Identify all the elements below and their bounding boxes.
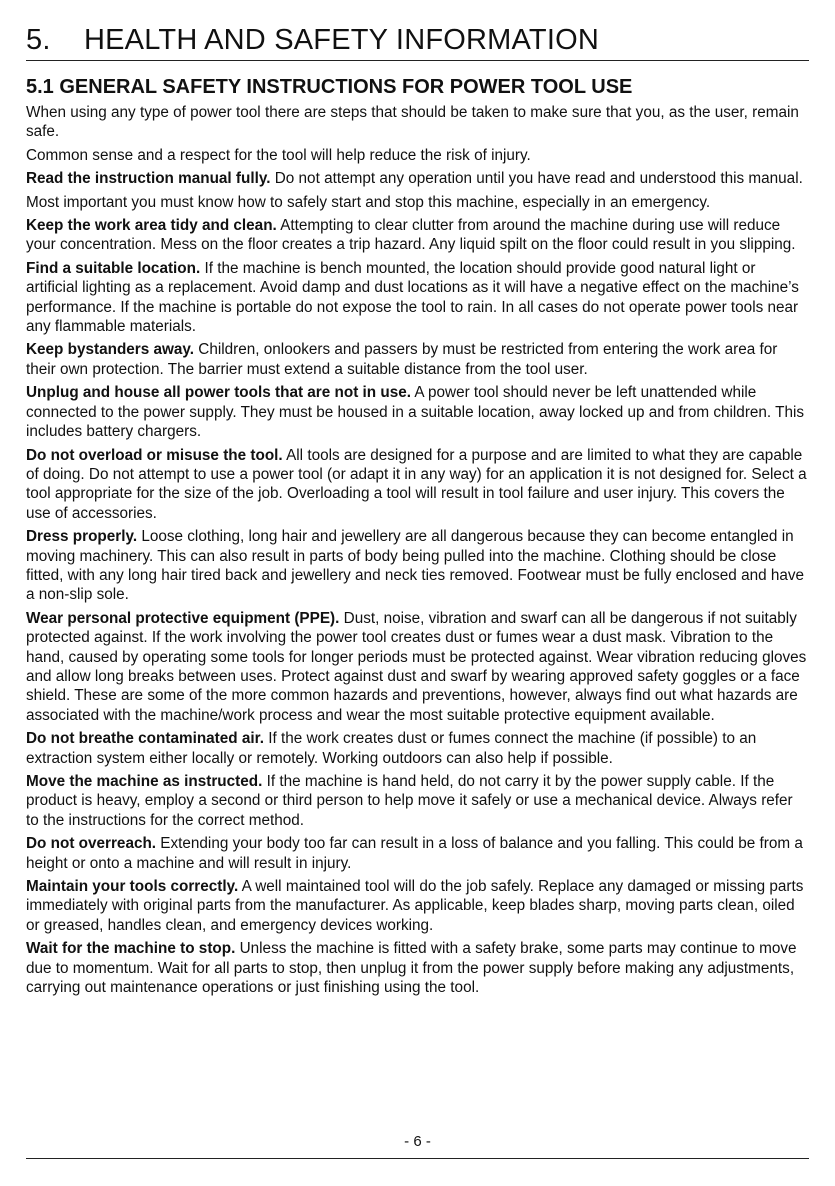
paragraph-text: Children, onlookers and passers by must be restricted from entering the work area for their own protection. The barrier must extend a suitable distance from the tool user. xyxy=(26,341,778,378)
paragraph xyxy=(26,772,809,830)
paragraph-lead: Read the instruction manual fully. xyxy=(26,170,271,188)
paragraph-lead: Maintain your tools correctly. xyxy=(26,878,239,896)
paragraph xyxy=(26,216,809,255)
paragraph-text: If the machine is bench mounted, the location should provide good natural light or artificial lighting as a replacement. Avoid damp and dust locations as it will have a negative effect on the machine’s performance. If the machine is portable do not expose the tool to rain. In all cases do not operate power tools near any flammable materials. xyxy=(26,259,799,336)
paragraph-text: Extending your body too far can result in a loss of balance and you falling. This could be from a height or onto a machine and will result in injury. xyxy=(26,835,803,872)
paragraph-text: If the work creates dust or fumes connect the machine (if possible) to an extraction system either locally or remotely. Working outdoors can also help if possible. xyxy=(26,730,757,767)
paragraph-lead: Find a suitable location. xyxy=(26,259,201,277)
paragraph-lead: Do not overreach. xyxy=(26,835,157,853)
paragraph-list xyxy=(26,103,809,997)
paragraph xyxy=(26,939,809,997)
paragraph-lead: Wait for the machine to stop. xyxy=(26,940,236,958)
document-page xyxy=(26,22,809,1001)
paragraph-lead: Move the machine as instructed. xyxy=(26,773,263,790)
paragraph xyxy=(26,446,809,524)
paragraph-text: Dust, noise, vibration and swarf can all be dangerous if not suitably protected against. If the work involving the power tool creates dust or fumes wear a dust mask. Vibration to the hand, caused by operating some tools for longer periods must be protected against. Wear vibration reducing gloves and allow long breaks between uses. Protect against dust and swarf by wearing approved safety goggles or a face shield. These are some of the more common hazards and preventions, however, always find out what hazards are associated with the machine/work process and wear the most suitable protective equipment available. xyxy=(26,609,807,724)
paragraph xyxy=(26,103,809,142)
paragraph-lead: Do not overload or misuse the tool. xyxy=(26,446,283,464)
paragraph xyxy=(26,834,809,873)
paragraph-text: All tools are designed for a purpose and are limited to what they are capable of doing. Do not attempt to use a power tool (or adapt it in any way) for an application it is not designed for. Select a tool appropriate for the size of the job. Overloading a tool will result in tool failure and user injury. This covers the use of accessories. xyxy=(26,446,807,522)
paragraph-lead: Keep bystanders away. xyxy=(26,341,195,359)
paragraph-text: Loose clothing, long hair and jewellery are all dangerous because they can become entangled in moving machinery. This can also result in parts of body being pulled into the machine. Clothing should be close fitted, with any long hair tired back and jewellery and neck ties removed. Footwear must be fully enclosed and have a non-slip sole. xyxy=(26,528,805,604)
paragraph xyxy=(26,169,809,188)
paragraph-text: Attempting to clear clutter from around the machine during use will reduce your concentration. Mess on the floor creates a trip hazard. Any liquid spilt on the floor could result in you slipping. xyxy=(26,217,796,254)
paragraph-lead: Keep the work area tidy and clean. xyxy=(26,217,277,235)
paragraph-text: A well maintained tool will do the job safely. Replace any damaged or missing parts immediately with original parts from the manufacturer. As applicable, keep blades sharp, moving parts clean, oiled or greased, handles clean, and emergency devices working. xyxy=(26,878,804,934)
chapter-number: 5. xyxy=(26,24,51,56)
top-divider xyxy=(26,60,809,61)
page-number: - 6 - xyxy=(404,1133,431,1150)
paragraph-text: Most important you must know how to safely start and stop this machine, especially in an emergency. xyxy=(26,193,711,211)
section-title: 5.1 GENERAL SAFETY INSTRUCTIONS FOR POWER TOOL USE xyxy=(26,76,633,98)
paragraph-text: When using any type of power tool there are steps that should be taken to make sure that you, as the user, remain safe. xyxy=(26,104,799,141)
paragraph xyxy=(26,527,809,605)
paragraph xyxy=(26,193,809,212)
paragraph xyxy=(26,383,809,441)
paragraph-lead: Wear personal protective equipment (PPE). xyxy=(26,609,340,627)
paragraph-lead: Unplug and house all power tools that are not in use. xyxy=(26,384,411,402)
chapter-heading xyxy=(26,22,809,58)
paragraph-text: If the machine is hand held, do not carry it by the power supply cable. If the product is heavy, employ a second or third person to help move it safely or use a mechanical device. Always refer to the instructions for the correct method. xyxy=(26,773,793,829)
paragraph-text: Common sense and a respect for the tool will help reduce the risk of injury. xyxy=(26,146,531,164)
paragraph-text: A power tool should never be left unattended while connected to the power supply. They must be housed in a suitable location, away locked up and from children. This includes battery chargers. xyxy=(26,384,805,441)
chapter-title: HEALTH AND SAFETY INFORMATION xyxy=(84,24,599,56)
paragraph-text: Do not attempt any operation until you have read and understood this manual. xyxy=(270,170,803,188)
paragraph-lead: Do not breathe contaminated air. xyxy=(26,730,264,748)
paragraph xyxy=(26,729,809,768)
paragraph xyxy=(26,877,809,935)
paragraph-text: Unless the machine is fitted with a safety brake, some parts may continue to move due to momentum. Wait for all parts to stop, then unplug it from the power supply before making any adjustments, carrying out maintenance operations or just finishing using the tool. xyxy=(26,940,797,997)
paragraph xyxy=(26,146,809,165)
paragraph-lead: Dress properly. xyxy=(26,528,138,546)
paragraph xyxy=(26,609,809,725)
bottom-divider xyxy=(26,1158,809,1159)
paragraph xyxy=(26,340,809,379)
paragraph xyxy=(26,259,809,337)
